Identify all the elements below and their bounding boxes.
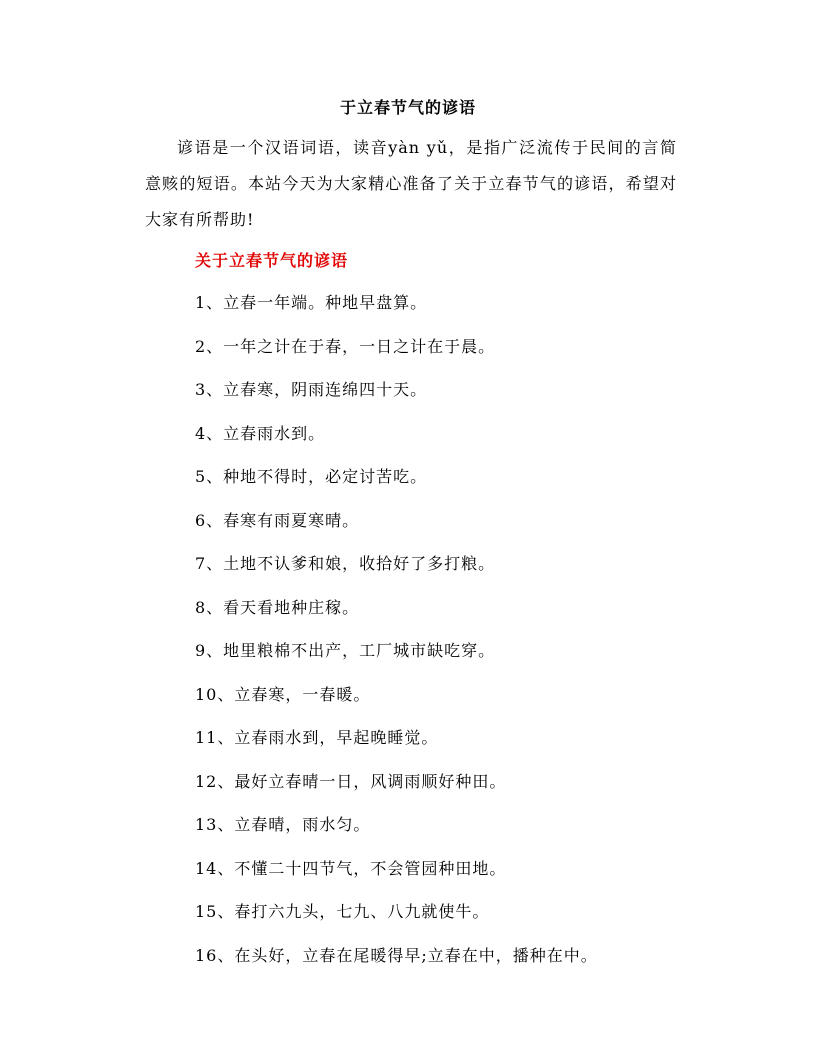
proverb-item: 4、立春雨水到。	[195, 423, 326, 443]
proverb-item: 11、立春雨水到，早起晚睡觉。	[195, 728, 439, 747]
intro-paragraph: 谚语是一个汉语词语，读音yàn yǔ，是指广泛流传于民间的言简意赅的短语。本站今天为大家精心准备了关于立春节气的谚语，希望对大家有所帮助!	[145, 138, 677, 229]
proverb-item: 7、土地不认爹和娘，收拾好了多打粮。	[195, 554, 496, 573]
section-heading: 关于立春节气的谚语	[195, 251, 349, 270]
proverb-item: 16、在头好，立春在尾暖得早;立春在中，播种在中。	[195, 945, 598, 965]
proverb-item: 8、看天看地种庄稼。	[195, 597, 360, 617]
proverb-item: 9、地里粮棉不出产，工厂城市缺吃穿。	[195, 641, 496, 660]
proverb-item: 10、立春寒，一春暖。	[195, 684, 371, 704]
proverb-item: 13、立春晴，雨水匀。	[195, 815, 371, 834]
proverb-item: 1、立春一年端。种地早盘算。	[195, 293, 428, 312]
proverb-list	[195, 291, 598, 987]
proverb-item: 15、春打六九头，七九、八九就使牛。	[195, 902, 490, 921]
proverb-item: 3、立春寒，阴雨连绵四十天。	[195, 380, 428, 399]
document-title: 于立春节气的谚语	[339, 98, 476, 117]
proverb-item: 14、不懂二十四节气，不会管园种田地。	[195, 858, 507, 878]
proverb-item: 12、最好立春晴一日，风调雨顺好种田。	[195, 771, 507, 791]
proverb-item: 6、春寒有雨夏寒晴。	[195, 510, 360, 530]
proverb-item: 2、一年之计在于春，一日之计在于晨。	[195, 336, 496, 356]
proverb-item: 5、种地不得时，必定讨苦吃。	[195, 467, 428, 486]
